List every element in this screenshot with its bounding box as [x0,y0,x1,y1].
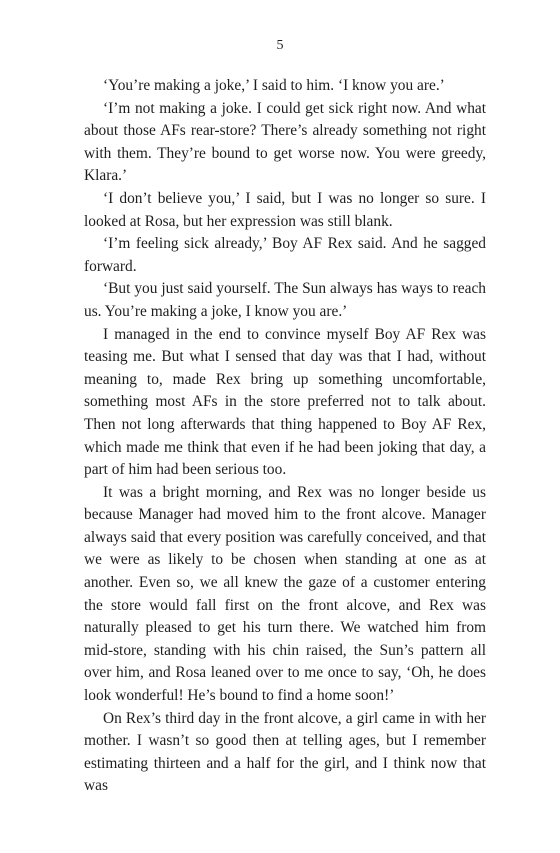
paragraph: On Rex’s third day in the front alcove, a girl came in with her mother. I wasn’t so good then at telling ages, but I remember estimating thirteen and a half for the girl, and I think now that was [84,709,486,795]
paragraph: ‘But you just said yourself. The Sun always has ways to reach us. You’re making a joke, I know you are.’ [84,280,486,320]
paragraph: ‘I’m feeling sick already,’ Boy AF Rex said. And he sagged forward. [84,235,486,275]
page-number: 5 [276,38,284,53]
paragraph: It was a bright morning, and Rex was no longer beside us because Manager had moved him to the front alcove. Manager always said that every position was carefully conceived, and that we were as likely to be chosen when standing at one as at another. Even so, we all knew the gaze of a customer entering the store would fall first on the front alcove, and Rex was naturally pleased to get his turn there. We watched him from mid-store, standing with his chin raised, the Sun’s pattern all over him, and Rosa leaned over to me once to say, ‘Oh, he does look wonderful! He’s bound to find a home soon!’ [84,483,486,705]
paragraph: ‘I’m not making a joke. I could get sick right now. And what about those AFs rear-store? There’s already something not right with them. They’re bound to get worse now. You were greedy, Klara.’ [84,99,486,185]
paragraph: I managed in the end to convince myself Boy AF Rex was teasing me. But what I sensed that day was that I had, without meaning to, made Rex bring up something uncomfortable, something most AFs in the store preferred not to talk about. Then not long afterwards that thing happened to Boy AF Rex, which made me think that even if he had been joking that day, a part of him had been serious too. [84,325,486,479]
paragraph: ‘You’re making a joke,’ I said to him. ‘I know you are.’ [103,77,445,94]
body-text [84,75,486,798]
paragraph: ‘I don’t believe you,’ I said, but I was no longer so sure. I looked at Rosa, but her expression was still blank. [84,189,486,230]
